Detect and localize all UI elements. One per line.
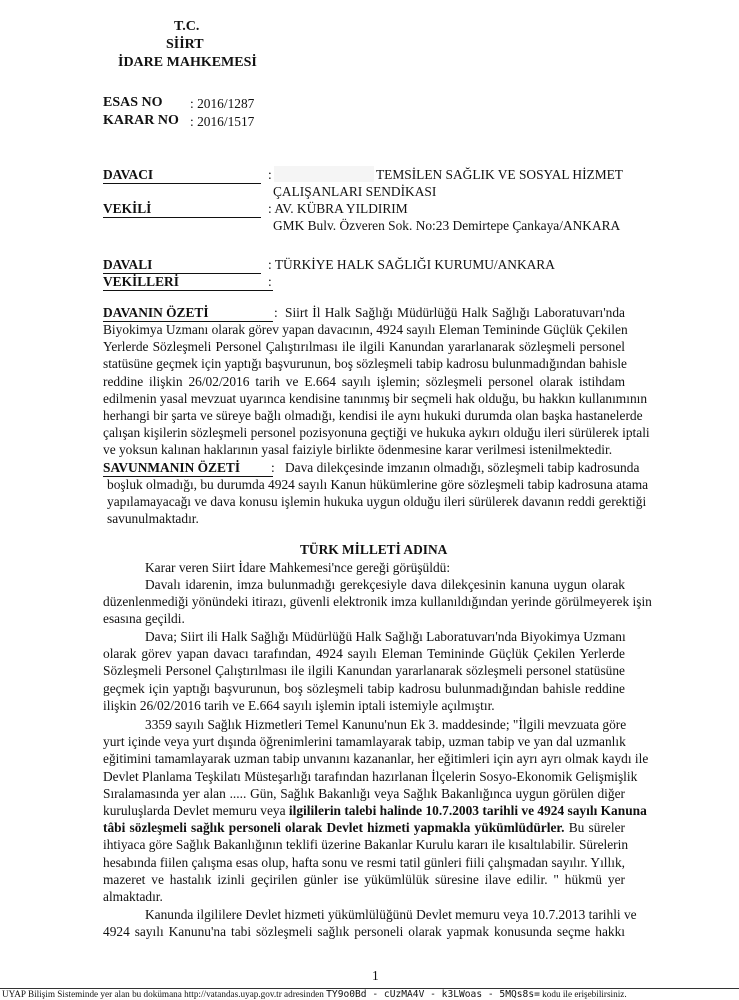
vekili-label: VEKİLİ bbox=[103, 201, 152, 216]
ozet-label: DAVANIN ÖZETİ bbox=[103, 305, 209, 320]
text-line: reddine ilişkin 26/02/2016 tarih ve E.664 sayılı işlemin; sözleşmeli personel olarak istihdam bbox=[103, 373, 625, 389]
text-line: geçmek için yaptığı başvurunun, boş sözleşmeli tabip kadrosu bulunmadığından bahisle reddine bbox=[103, 680, 625, 696]
text-line: çalışan kişilerin sözleşmeli personel pozisyonuna geçtiği ve hukuka aykırı olduğu ileri sürülerek iptali bbox=[103, 425, 650, 441]
text-line: Davalı idarenin, imza bulunmadığı gerekçesiyle dava dilekçesinin kanuna uygun olarak bbox=[145, 577, 625, 592]
text-line: hesabında fiilen çalışma esas olup, hafta sonu ve resmi tatil günleri fiili çalışmadan sayılır. Yıllık, bbox=[103, 854, 625, 870]
text-line: ihtiyaca göre Sağlık Bakanlığının teklifi üzerine Bakanlar Kurulu kararı ile kısaltılabilir. Sürelerin bbox=[103, 837, 629, 853]
text-line: Sıralamasında yer alan ..... Gün, Sağlık Bakanlığı veya Sağlık Bakanlığınca uygun görülen diğer bbox=[103, 785, 625, 801]
davaci-value-line2: ÇALIŞANLARI SENDİKASI bbox=[273, 184, 437, 199]
text-line: yapılamayacağı ve dava konusu işlemin hukuka uygun olduğu ileri sürülerek davanın reddi gerektiği bbox=[107, 494, 647, 510]
text-line: esasına geçildi. bbox=[103, 611, 185, 627]
ozet-colon: : bbox=[274, 305, 278, 320]
text-line: 4924 sayılı Kanunu'na tabi sözleşmeli sağlık personeli olarak yapmak konusunda seçme hakkı bbox=[103, 924, 625, 940]
davaci-colon: : bbox=[268, 167, 272, 182]
savunma-label: SAVUNMANIN ÖZETİ bbox=[103, 460, 241, 475]
davali-label: DAVALI bbox=[103, 257, 153, 272]
text-line: mazeret ve hastalık izinli geçirilen günler ise yükümlülük süresine ilave edilir. " hükmü yer bbox=[103, 871, 625, 887]
text-line: Devlet Planlama Teşkilatı Müsteşarlığı tarafından hazırlanan İlçelerin Sosyo-Ekonomik Gelişmişlik bbox=[103, 768, 638, 784]
davali-value: : TÜRKİYE HALK SAĞLIĞI KURUMU/ANKARA bbox=[268, 257, 555, 272]
vekili-underline bbox=[103, 217, 261, 218]
text-line bbox=[103, 819, 625, 836]
davaci-underline bbox=[103, 183, 261, 184]
savunma-first-line: Dava dilekçesinde imzanın olmadığı, sözleşmeli tabip kadrosunda bbox=[285, 460, 640, 475]
text-line: Karar veren Siirt İdare Mahkemesi'nce gereği görüşüldü: bbox=[145, 560, 451, 575]
text-run: Bu süreler bbox=[564, 820, 625, 836]
ozet-paragraph bbox=[103, 321, 650, 459]
body-paragraph-3 bbox=[103, 628, 625, 714]
header-tc: T.C. bbox=[174, 19, 200, 34]
text-line: almaktadır. bbox=[103, 888, 163, 904]
bold-run: ilgililerin talebi halinde 10.7.2003 tarihli ve 4924 sayılı Kanuna bbox=[288, 802, 647, 818]
text-line: olarak görev yapan davacı tarafından, 4924 sayılı Eleman Temininde Güçlük Çekilen Yerlerde bbox=[103, 646, 625, 662]
text-line: edilmenin yasal mevzuat uyarınca kendisine tanınmış bir seçmeli hak olduğu, bu hakkın kullanımının bbox=[103, 390, 648, 406]
text-line: Dava; Siirt ili Halk Sağlığı Müdürlüğü Halk Sağlığı Laboratuvarı'nda Biyokimya Uzmanı bbox=[145, 629, 626, 644]
text-line: ve yoksun kalınan haklarının yasal faiziyle birlikte ödenmesine karar verilmesi istenilmektedir. bbox=[103, 442, 613, 458]
text-line: eğitimini tamamlayarak uzman tabip unvanını kazananlar, her eğitimleri için ayrı ayrı olmak kaydı ile bbox=[103, 751, 649, 767]
text-line: yurt içinde veya yurt dışında öğrenimlerini tamamlayarak tabip, uzman tabip ve yan dal uzmanlık bbox=[103, 734, 626, 750]
body-paragraph-1 bbox=[103, 559, 625, 576]
vekilleri-underline bbox=[103, 290, 273, 291]
savunma-paragraph bbox=[107, 476, 649, 528]
savunma-colon: : bbox=[271, 460, 275, 475]
redacted-name-box bbox=[274, 166, 374, 182]
footer bbox=[2, 989, 627, 1000]
karar-label: KARAR NO bbox=[103, 113, 179, 128]
body-paragraph-5 bbox=[103, 906, 637, 940]
text-line: Kanunda ilgililere Devlet hizmeti yükümlülüğünü Devlet memuru veya 10.7.2013 tarihli ve bbox=[145, 907, 637, 922]
footer-text-end: kodu ile erişebilirsiniz. bbox=[542, 989, 627, 999]
header-city: SİİRT bbox=[166, 37, 204, 52]
body-paragraph-4 bbox=[103, 716, 649, 905]
text-line: Sözleşmeli Personel Çalıştırılması ile ilgili Kanundan yararlanarak sözleşmeli personel statüsüne bbox=[103, 663, 625, 679]
body-paragraph-2 bbox=[103, 576, 652, 628]
karar-value: : 2016/1517 bbox=[190, 114, 255, 129]
vekilleri-value: : bbox=[268, 274, 272, 289]
esas-label: ESAS NO bbox=[103, 95, 163, 110]
text-line: 3359 sayılı Sağlık Hizmetleri Temel Kanunu'nun Ek 3. maddesinde; "İlgili mevzuata göre bbox=[145, 717, 627, 732]
davaci-label: DAVACI bbox=[103, 167, 154, 182]
vekilleri-label: VEKİLLERİ bbox=[103, 274, 179, 289]
davaci-value: TEMSİLEN SAĞLIK VE SOSYAL HİZMET bbox=[376, 167, 623, 182]
text-line: herhangi bir şarta ve süreye bağlı olmadığı, kendisi ile aynı hukuki durumda olan başka hastanelerde bbox=[103, 407, 643, 423]
header-court: İDARE MAHKEMESİ bbox=[118, 55, 257, 70]
text-run: kuruluşlarda Devlet memuru veya bbox=[103, 802, 289, 818]
verification-code: TY9o0Bd - cUzMA4V - k3LWoas - 5MQs8s= bbox=[326, 989, 540, 1000]
section-heading: TÜRK MİLLETİ ADINA bbox=[300, 542, 448, 557]
footer-text: UYAP Bilişim Sisteminde yer alan bu dokümana http://vatandas.uyap.gov.tr adresinden bbox=[2, 989, 324, 999]
vekili-value: : AV. KÜBRA YILDIRIM bbox=[268, 201, 408, 216]
esas-value: : 2016/1287 bbox=[190, 96, 255, 111]
text-line: boşluk olmadığı, bu durumda 4924 sayılı Kanun hükümlerine göre sözleşmeli tabip kadrosuna atama bbox=[107, 477, 649, 492]
text-line: Yerlerde Sözleşmeli Personel Çalıştırılması ile ilgili Kanundan yararlanarak sözleşmeli personel bbox=[103, 339, 625, 355]
bold-run: tâbi sözleşmeli sağlık personeli olarak Devlet hizmeti yapmakla yükümlüdürler. bbox=[103, 820, 565, 836]
ozet-first-line: Siirt İl Halk Sağlığı Müdürlüğü Halk Sağlığı Laboratuvarı'nda bbox=[285, 305, 625, 320]
vekili-address: GMK Bulv. Özveren Sok. No:23 Demirtepe Çankaya/ANKARA bbox=[273, 218, 621, 233]
text-line: statüsüne geçmek için yaptığı başvurunun, boş sözleşmeli tabip kadrosu bulunmadığından bahisle bbox=[103, 356, 627, 372]
text-line: savunulmaktadır. bbox=[107, 511, 199, 527]
text-line: ilişkin 26/02/2016 tarih ve E.664 sayılı işlemin iptali istemiyle açılmıştır. bbox=[103, 697, 495, 713]
text-line: düzenlenmediği yönündeki itirazı, güvenli elektronik imza kullanıldığından yerinde görülmeyerek işin bbox=[103, 594, 652, 610]
text-line: Biyokimya Uzmanı olarak görev yapan davacının, 4924 sayılı Eleman Temininde Güçlük Çekilen bbox=[103, 322, 628, 337]
page-number: 1 bbox=[372, 968, 379, 983]
text-line bbox=[103, 802, 647, 819]
